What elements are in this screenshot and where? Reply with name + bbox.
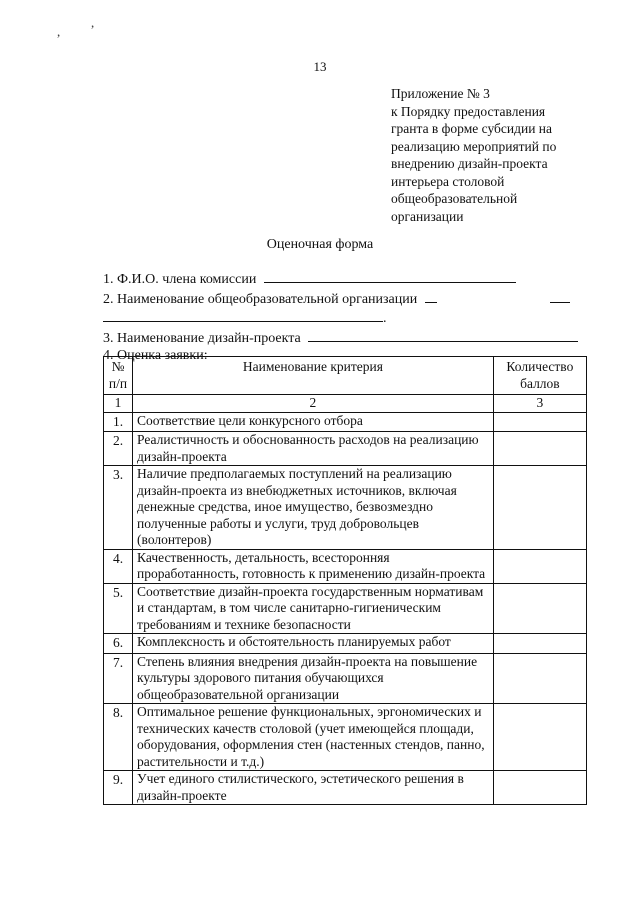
- row-num: 6.: [104, 634, 133, 654]
- row-num: 8.: [104, 704, 133, 771]
- appendix-block: [391, 85, 591, 225]
- table-row: [104, 549, 587, 583]
- criterion-text: Соответствие цели конкурсного отбора: [133, 412, 494, 432]
- score-cell[interactable]: [493, 634, 586, 654]
- table-row: [104, 412, 587, 432]
- table-header-row: [104, 357, 587, 395]
- header-num: № п/п: [104, 357, 133, 395]
- appendix-line: к Порядку предоставления: [391, 103, 546, 119]
- field-label: 3. Наименование дизайн-проекта: [103, 330, 301, 346]
- criterion-text: Наличие предполагаемых поступлений на реализацию дизайн-проекта из внебюджетных источников, включая денежные средства, иное имущество, безвозмездно полученные работы и услуги, труд добровольцев (волонтеров): [133, 466, 494, 550]
- table-row: [104, 634, 587, 654]
- score-cell[interactable]: [493, 466, 586, 550]
- field-label: 2. Наименование общеобразовательной организации: [103, 291, 418, 307]
- criterion-text: Качественность, детальность, всесторонняя проработанность, готовность к применению дизайн-проекта: [133, 549, 494, 583]
- row-num: 1.: [104, 412, 133, 432]
- field-label: 1. Ф.И.О. члена комиссии: [103, 272, 257, 287]
- score-cell[interactable]: [493, 704, 586, 771]
- header-criterion: Наименование критерия: [133, 357, 494, 395]
- fill-line[interactable]: [425, 289, 437, 303]
- appendix-line: Приложение № 3: [391, 86, 490, 101]
- page-number: 13: [313, 59, 327, 74]
- column-number: 3: [493, 395, 586, 413]
- table-row: [104, 583, 587, 634]
- score-cell[interactable]: [493, 653, 586, 704]
- fill-line[interactable]: [103, 308, 383, 322]
- field-design-project: [103, 328, 603, 348]
- fill-line[interactable]: [264, 269, 516, 283]
- criterion-text: Степень влияния внедрения дизайн-проекта на повышение культуры здорового питания обучающихся общеобразовательной организации: [133, 653, 494, 704]
- table-row: [104, 432, 587, 466]
- appendix-line: гранта в форме субсидии на: [391, 121, 553, 136]
- score-cell[interactable]: [493, 412, 586, 432]
- header-score: Количество баллов: [493, 357, 586, 395]
- table-row: [104, 653, 587, 704]
- score-cell[interactable]: [493, 583, 586, 634]
- evaluation-table: [103, 356, 587, 805]
- field-organization: [103, 289, 603, 309]
- table-row: [104, 466, 587, 550]
- row-num: 3.: [104, 466, 133, 550]
- appendix-line: внедрению дизайн-проекта: [391, 156, 548, 171]
- appendix-line: общеобразовательной: [391, 191, 518, 206]
- criterion-text: Реалистичность и обоснованность расходов на реализацию дизайн-проекта: [133, 432, 494, 466]
- fill-line[interactable]: [550, 289, 570, 303]
- scan-speck: ,: [91, 15, 95, 30]
- form-title: Оценочная форма: [266, 237, 374, 252]
- table-row: [104, 771, 587, 805]
- column-number: 2: [133, 395, 494, 413]
- appendix-line: интерьера столовой: [391, 173, 505, 189]
- row-num: 5.: [104, 583, 133, 634]
- field-organization-cont: [103, 308, 603, 328]
- scan-speck: ,: [57, 24, 61, 39]
- field-application-score: 4. Оценка заявки:: [103, 348, 208, 363]
- score-cell[interactable]: [493, 771, 586, 805]
- row-num: 2.: [104, 432, 133, 466]
- column-number-row: [104, 395, 587, 413]
- appendix-line: организации: [391, 208, 464, 224]
- score-cell[interactable]: [493, 549, 586, 583]
- row-num: 7.: [104, 653, 133, 704]
- fill-line[interactable]: [308, 328, 578, 342]
- criterion-text: Соответствие дизайн-проекта государственным нормативам и стандартам, в том числе санитарно-гигиеническим требованиям и технике безопасности: [133, 583, 494, 634]
- criterion-text: Комплексность и обстоятельность планируемых работ: [133, 634, 494, 654]
- field-commission-member: [103, 269, 603, 289]
- table-row: [104, 704, 587, 771]
- field-end-mark: .: [383, 311, 387, 326]
- form-fields: [103, 269, 603, 365]
- appendix-line: реализацию мероприятий по: [391, 138, 557, 154]
- score-cell[interactable]: [493, 432, 586, 466]
- criterion-text: Оптимальное решение функциональных, эргономических и технических качеств столовой (учет имеющейся площади, оборудования, оформления стен (настенных стендов, панно, растительности и т.д.): [133, 704, 494, 771]
- row-num: 9.: [104, 771, 133, 805]
- column-number: 1: [104, 395, 133, 413]
- row-num: 4.: [104, 549, 133, 583]
- criterion-text: Учет единого стилистического, эстетического решения в дизайн-проекте: [133, 771, 494, 805]
